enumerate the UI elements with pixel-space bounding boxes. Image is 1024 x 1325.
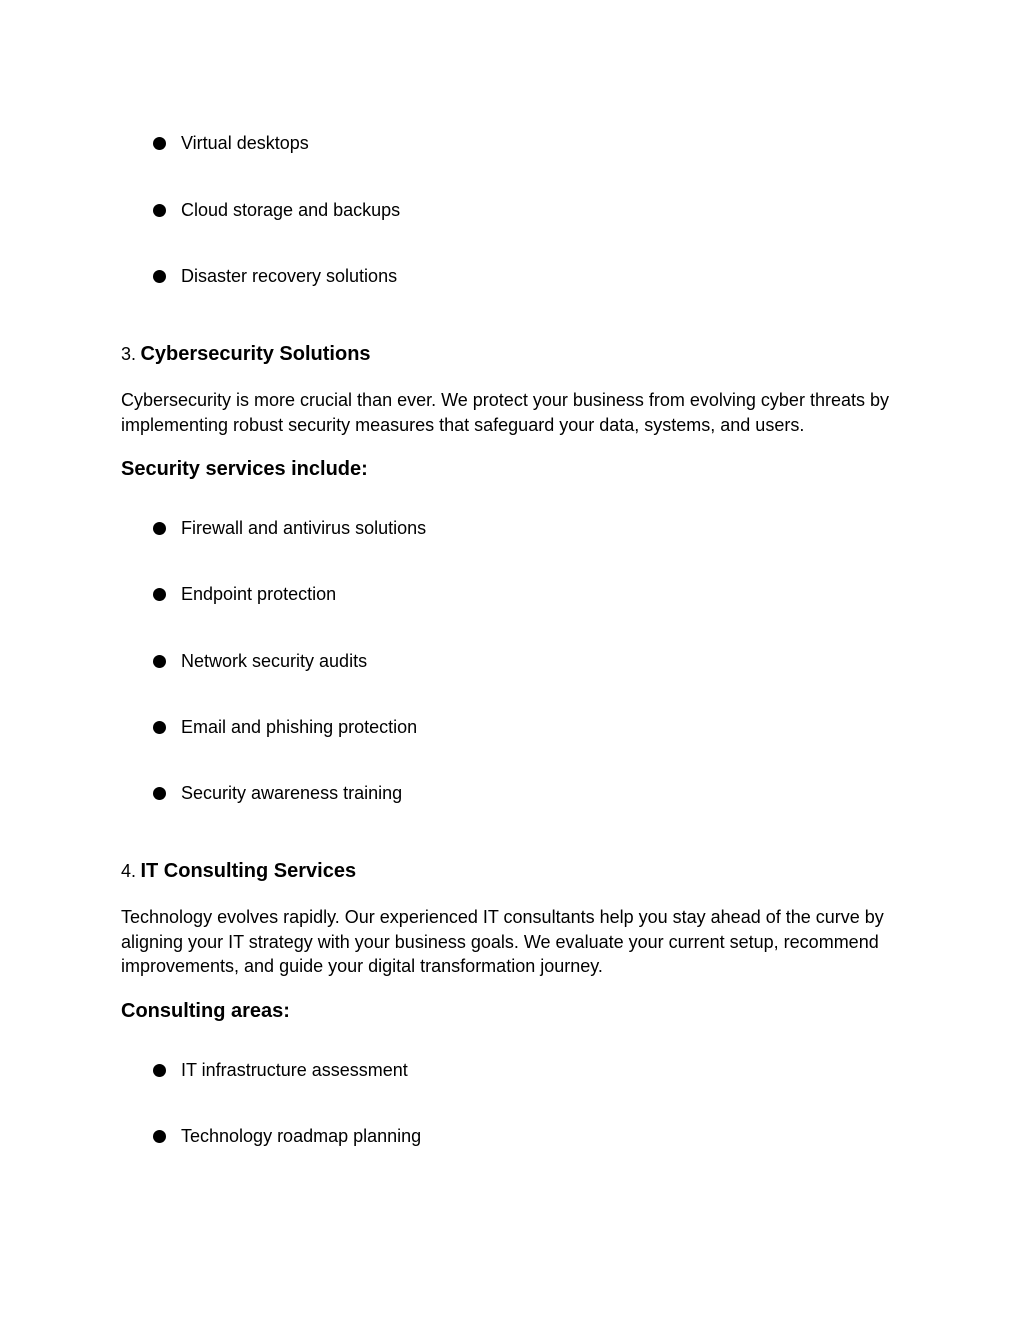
bullet-icon — [153, 655, 166, 668]
list-item — [0, 196, 1024, 226]
list-item — [0, 1056, 1024, 1086]
list-item — [0, 1122, 1024, 1152]
list-item-text: Virtual desktops — [181, 133, 309, 153]
bullet-icon — [153, 588, 166, 601]
list-item-text: Cloud storage and backups — [181, 200, 401, 220]
list-item-text: Firewall and antivirus solutions — [181, 518, 427, 538]
bullet-icon — [153, 522, 166, 535]
section-number: 3. — [121, 344, 137, 364]
list-item — [0, 262, 1024, 292]
bullet-icon — [153, 270, 166, 283]
list-item-text: Network security audits — [181, 651, 368, 671]
section-subheading: Security services include: — [121, 458, 368, 480]
bullet-icon — [153, 204, 166, 217]
list-item-text: Email and phishing protection — [181, 717, 418, 737]
bullet-icon — [153, 1064, 166, 1077]
bullet-icon — [153, 787, 166, 800]
section-title: Cybersecurity Solutions — [140, 343, 371, 365]
bullet-icon — [153, 137, 166, 150]
section-number: 4. — [121, 861, 137, 881]
section-heading-cybersecurity — [121, 340, 371, 370]
list-item — [0, 129, 1024, 159]
list-item — [0, 647, 1024, 677]
section-subheading: Consulting areas: — [121, 1000, 290, 1022]
list-item-text: IT infrastructure assessment — [181, 1060, 408, 1080]
bullet-icon — [153, 721, 166, 734]
list-item — [0, 779, 1024, 809]
section-title: IT Consulting Services — [140, 860, 357, 882]
bullet-icon — [153, 1130, 166, 1143]
list-item-text: Disaster recovery solutions — [181, 266, 398, 286]
list-item — [0, 580, 1024, 610]
list-item — [0, 514, 1024, 544]
section-heading-it-consulting — [121, 857, 356, 887]
list-item-text: Security awareness training — [181, 783, 403, 803]
list-item-text: Endpoint protection — [181, 584, 337, 604]
section-paragraph: Cybersecurity is more crucial than ever. We protect your business from evolving cyber threats by implementing robust security measures that safeguard your data, systems, and users. — [121, 390, 889, 435]
list-item-text: Technology roadmap planning — [181, 1126, 422, 1146]
list-item — [0, 713, 1024, 743]
section-paragraph: Technology evolves rapidly. Our experienced IT consultants help you stay ahead of the curve by aligning your IT strategy with your business goals. We evaluate your current setup, recommend improvements, and guide your digital transformation journey. — [121, 907, 884, 977]
